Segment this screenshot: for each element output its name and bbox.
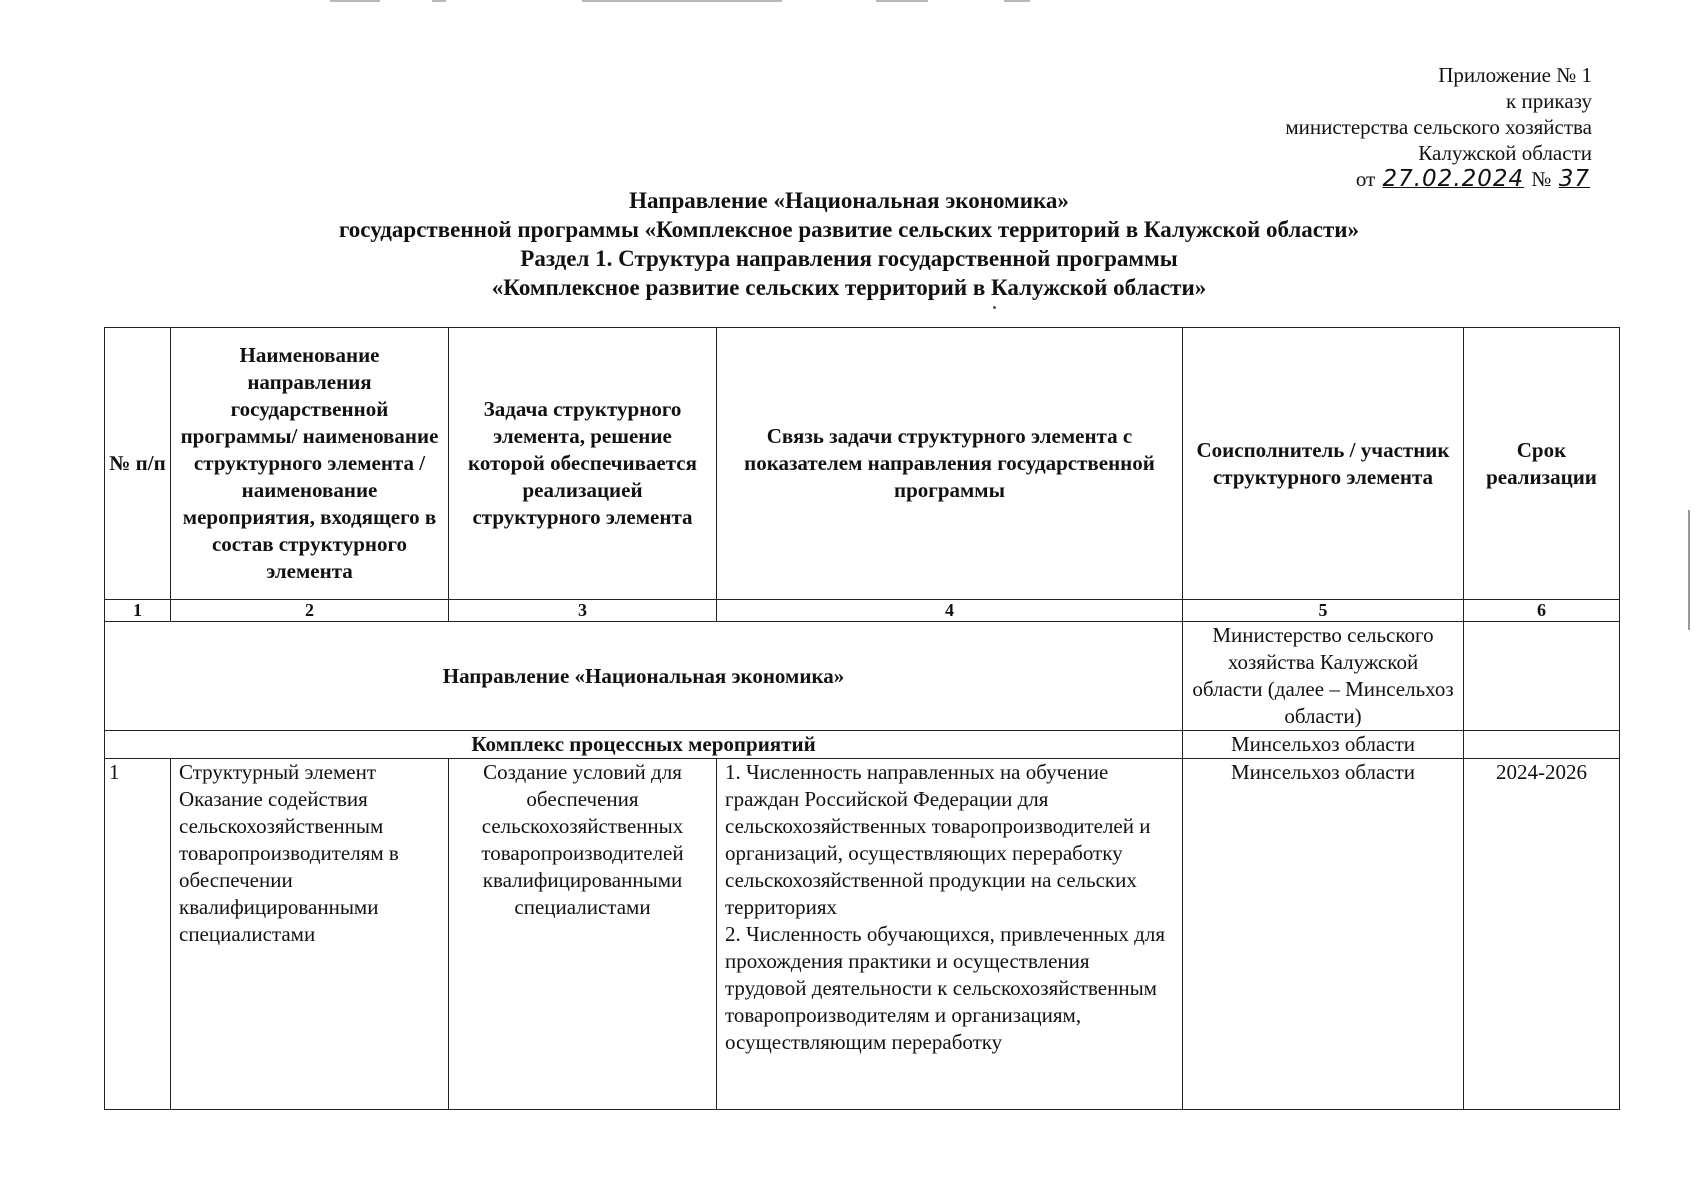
column-number-row: [105, 600, 1620, 622]
header-link: Связь задачи структурного элемента с показателем направления государственной программы: [717, 328, 1183, 600]
number-prefix: №: [1531, 167, 1552, 191]
direction-row: [105, 622, 1620, 731]
row-executor: Минсельхоз области: [1183, 759, 1464, 1110]
complex-executor: Минсельхоз области: [1183, 731, 1464, 759]
row-number: 1: [105, 759, 171, 1110]
table-row: [105, 759, 1620, 1110]
date-prefix: от: [1355, 167, 1376, 191]
title-line-2: государственной программы «Комплексное развитие сельских территорий в Калужской области»: [338, 217, 1360, 242]
direction-executor: Министерство сельского хозяйства Калужской области (далее – Минсельхоз области): [1183, 622, 1464, 731]
column-number: 4: [717, 600, 1183, 622]
direction-title: Направление «Национальная экономика»: [105, 622, 1183, 731]
column-number: 5: [1183, 600, 1464, 622]
column-number: 3: [449, 600, 717, 622]
complex-row: [105, 731, 1620, 759]
handwritten-date: 27.02.2024: [1382, 166, 1525, 192]
column-number: 2: [171, 600, 449, 622]
appendix-line-3: министерства сельского хозяйства: [1285, 115, 1592, 139]
table-header-row: [105, 328, 1620, 600]
appendix-header: [1092, 62, 1592, 192]
appendix-line-2: к приказу: [1506, 89, 1592, 113]
complex-title: Комплекс процессных мероприятий: [105, 731, 1183, 759]
document-title: [0, 186, 1698, 302]
row-term: 2024-2026: [1464, 759, 1620, 1110]
scan-edge-line: [1688, 510, 1690, 630]
appendix-line-4: Калужской области: [1418, 141, 1592, 165]
row-name: Структурный элемент Оказание содействия сельскохозяйственным товаропроизводителям в обеспечении квалифицированными специалистами: [171, 759, 449, 1110]
header-executor: Соисполнитель / участник структурного элемента: [1183, 328, 1464, 600]
direction-term: [1464, 622, 1620, 731]
title-line-4: «Комплексное развитие сельских территорий в Калужской области»: [491, 275, 1207, 300]
appendix-line-1: Приложение № 1: [1438, 63, 1592, 87]
header-term: Срок реализации: [1464, 328, 1620, 600]
row-link-item-2: 2. Численность обучающихся, привлеченных для прохождения практики и осуществления трудовой деятельности к сельскохозяйственным товаропроизводителям и организациям, осуществляющим переработку: [725, 922, 1166, 1054]
scan-speck: [993, 306, 996, 309]
row-link: [717, 759, 1183, 1110]
row-task: Создание условий для обеспечения сельскохозяйственных товаропроизводителей квалифицированными специалистами: [449, 759, 717, 1110]
title-line-3: Раздел 1. Структура направления государственной программы: [520, 246, 1178, 271]
row-link-item-1: 1. Численность направленных на обучение граждан Российской Федерации для сельскохозяйственных товаропроизводителей и организаций, осуществляющих переработку сельскохозяйственной продукции на сельских территориях: [725, 760, 1151, 919]
scan-edge-marks: [0, 0, 1698, 8]
complex-term: [1464, 731, 1620, 759]
handwritten-number: 37: [1558, 166, 1590, 192]
header-number: № п/п: [105, 328, 171, 600]
column-number: 6: [1464, 600, 1620, 622]
header-task: Задача структурного элемента, решение которой обеспечивается реализацией структурного элемента: [449, 328, 717, 600]
header-name: Наименование направления государственной программы/ наименование структурного элемента / наименование мероприятия, входящего в состав структурного элемента: [171, 328, 449, 600]
column-number: 1: [105, 600, 171, 622]
title-line-1: Направление «Национальная экономика»: [629, 188, 1069, 213]
structure-table: [104, 327, 1620, 1110]
